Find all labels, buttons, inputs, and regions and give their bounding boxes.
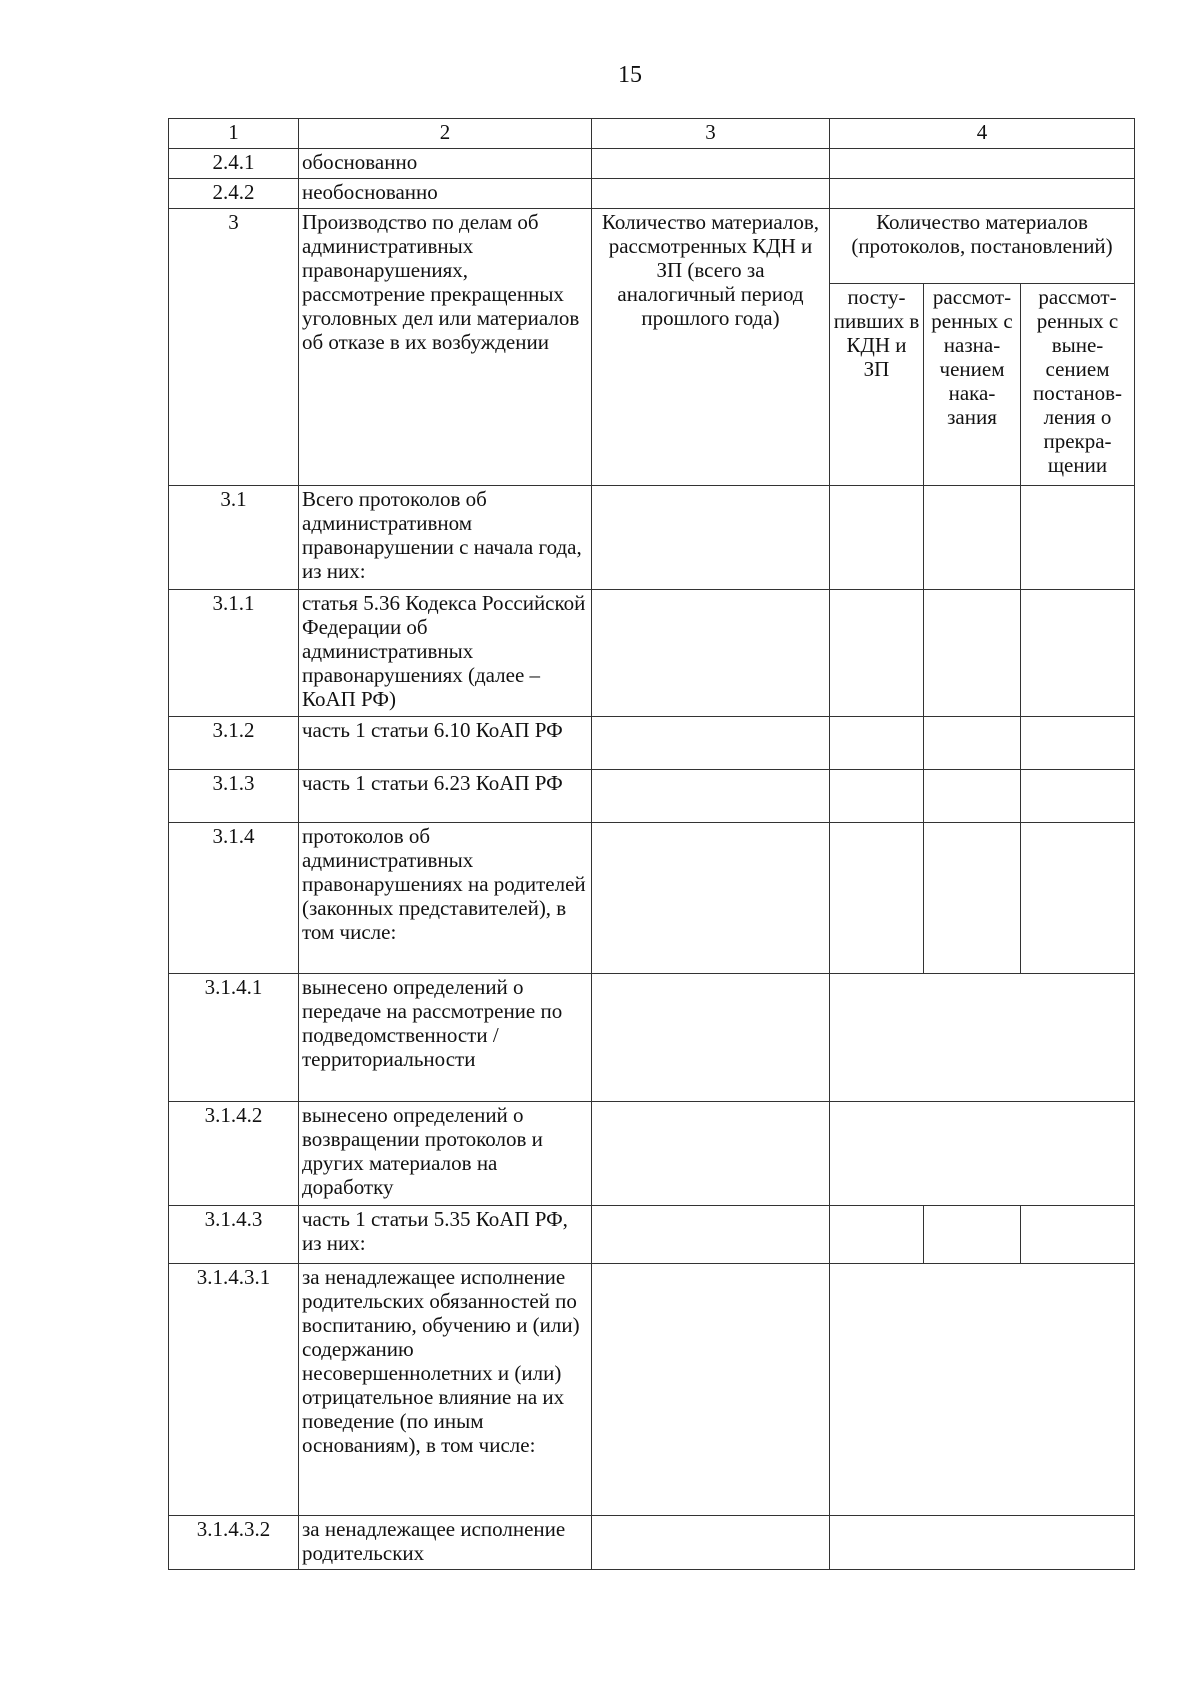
row-number: 3.1.1 <box>169 590 299 717</box>
column-number-3: 3 <box>592 119 830 149</box>
value-cell <box>592 179 830 209</box>
value-cell <box>1021 590 1135 717</box>
section-number: 3 <box>169 209 299 486</box>
section-label: Производство по делам об административных правонарушениях, рассмотрение прекращенных уголовных дел или материалов об отказе в их возбуждении <box>299 209 592 486</box>
value-cell <box>592 823 830 974</box>
page-number: 15 <box>618 62 642 88</box>
value-cell <box>592 590 830 717</box>
value-cell <box>1021 486 1135 590</box>
section-header-row <box>169 209 1135 284</box>
value-cell <box>1021 823 1135 974</box>
row-label: Всего протоколов об административном правонарушении с начала года, из них: <box>299 486 592 590</box>
value-cell <box>592 1206 830 1264</box>
value-cell <box>924 770 1021 823</box>
table-row <box>169 1206 1135 1264</box>
value-cell <box>592 1102 830 1206</box>
value-cell <box>830 974 1135 1102</box>
row-number: 3.1.4.3 <box>169 1206 299 1264</box>
column-number-1: 1 <box>169 119 299 149</box>
row-label: за ненадлежащее исполнение родительских обязанностей по воспитанию, обучению и (или) содержанию несовершеннолетних и (или) отрицательное влияние на их поведение (по иным основаниям), в том числе: <box>299 1264 592 1516</box>
row-number: 3.1.4.2 <box>169 1102 299 1206</box>
table-row <box>169 486 1135 590</box>
table-row <box>169 1264 1135 1516</box>
value-cell <box>830 823 924 974</box>
value-cell <box>830 717 924 770</box>
value-cell <box>1021 717 1135 770</box>
row-number: 3.1.4 <box>169 823 299 974</box>
value-cell <box>830 590 924 717</box>
value-cell <box>830 1102 1135 1206</box>
row-label: вынесено определений о возвращении протоколов и других материалов на доработку <box>299 1102 592 1206</box>
value-cell <box>924 486 1021 590</box>
row-number: 2.4.2 <box>169 179 299 209</box>
table-row <box>169 974 1135 1102</box>
value-cell <box>592 770 830 823</box>
table-row <box>169 149 1135 179</box>
row-label: часть 1 статьи 6.10 КоАП РФ <box>299 717 592 770</box>
row-number: 3.1.3 <box>169 770 299 823</box>
value-cell <box>924 590 1021 717</box>
value-cell <box>924 717 1021 770</box>
table-row <box>169 717 1135 770</box>
row-label: протоколов об административных правонарушениях на родителей (законных представителей), в том числе: <box>299 823 592 974</box>
column-3-header: Количество материалов, рассмотренных КДН и ЗП (всего за аналогичный период прошлого года) <box>592 209 830 486</box>
column-number-2: 2 <box>299 119 592 149</box>
column-number-4: 4 <box>830 119 1135 149</box>
row-label: часть 1 статьи 6.23 КоАП РФ <box>299 770 592 823</box>
row-label: необоснованно <box>299 179 592 209</box>
row-label: статья 5.36 Кодекса Российской Федерации об административных правонарушениях (далее – КоАП РФ) <box>299 590 592 717</box>
value-cell <box>592 974 830 1102</box>
sub-column-punished: рассмот-ренных с назна-чением нака-зания <box>924 284 1021 486</box>
value-cell <box>592 486 830 590</box>
report-table <box>168 118 1135 1570</box>
value-cell <box>592 717 830 770</box>
sub-column-received: посту-пивших в КДН и ЗП <box>830 284 924 486</box>
row-number: 3.1.4.3.2 <box>169 1516 299 1570</box>
value-cell <box>830 1264 1135 1516</box>
value-cell <box>1021 1206 1135 1264</box>
column-number-row <box>169 119 1135 149</box>
value-cell <box>924 823 1021 974</box>
row-label: часть 1 статьи 5.35 КоАП РФ, из них: <box>299 1206 592 1264</box>
value-cell <box>830 179 1135 209</box>
row-number: 3.1.2 <box>169 717 299 770</box>
value-cell <box>830 149 1135 179</box>
value-cell <box>924 1206 1021 1264</box>
value-cell <box>830 1516 1135 1570</box>
value-cell <box>830 486 924 590</box>
row-number: 3.1 <box>169 486 299 590</box>
table-row <box>169 770 1135 823</box>
row-number: 3.1.4.3.1 <box>169 1264 299 1516</box>
table-row <box>169 1102 1135 1206</box>
value-cell <box>592 1516 830 1570</box>
value-cell <box>592 149 830 179</box>
table-row <box>169 1516 1135 1570</box>
row-label: вынесено определений о передаче на рассмотрение по подведомственности / территориальности <box>299 974 592 1102</box>
table-row <box>169 823 1135 974</box>
value-cell <box>1021 770 1135 823</box>
row-label: за ненадлежащее исполнение родительских <box>299 1516 592 1570</box>
row-label: обоснованно <box>299 149 592 179</box>
row-number: 2.4.1 <box>169 149 299 179</box>
column-4-header: Количество материалов (протоколов, постановлений) <box>830 209 1135 284</box>
table-row <box>169 179 1135 209</box>
value-cell <box>592 1264 830 1516</box>
sub-column-terminated: рассмот-ренных с выне-сением постанов-ления о прекра-щении <box>1021 284 1135 486</box>
value-cell <box>830 770 924 823</box>
value-cell <box>830 1206 924 1264</box>
row-number: 3.1.4.1 <box>169 974 299 1102</box>
table-row <box>169 590 1135 717</box>
